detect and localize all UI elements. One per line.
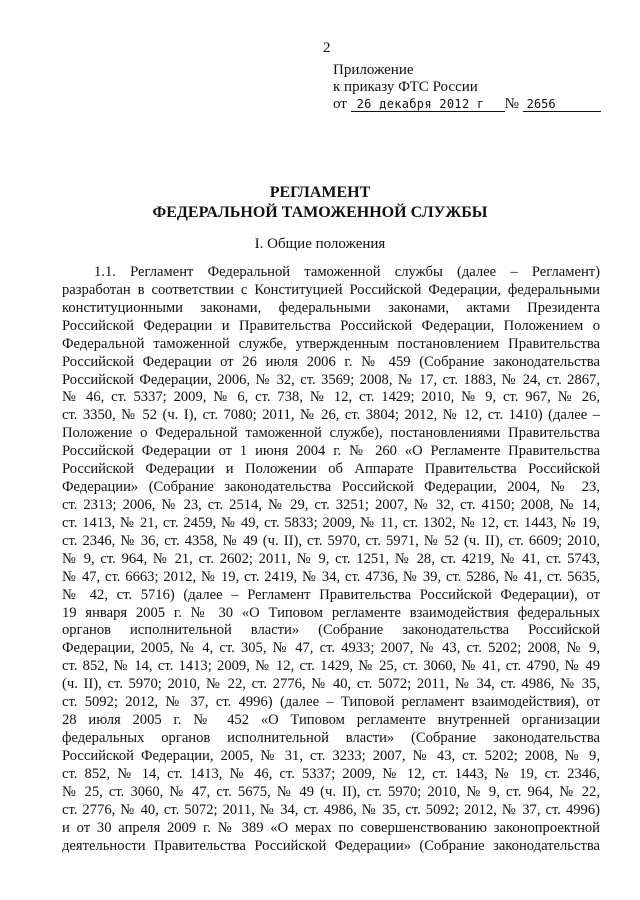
appendix-block xyxy=(333,62,603,113)
text-line: ст. 5092; 2012, № 37, ст. 4996) (далее – Типовой регламент взаимодействия), от xyxy=(62,694,600,711)
text-line: Российской Федерации от 1 июня 2004 г. № 260 «О Регламенте Правительства xyxy=(62,443,600,460)
text-line: № 46, ст. 5337; 2009, № 6, ст. 738, № 12, ст. 1429; 2010, № 9, ст. 967, № 26, xyxy=(62,389,600,406)
page-number: 2 xyxy=(323,40,331,56)
order-date: 26 декабря 2012 г xyxy=(351,97,505,112)
title-line-2: ФЕДЕРАЛЬНОЙ ТАМОЖЕННОЙ СЛУЖБЫ xyxy=(152,204,488,221)
text-line: № 25, ст. 3060, № 47, ст. 5675, № 49 (ч. II), ст. 5970; 2010, № 9, ст. 964, № 22, xyxy=(62,783,600,800)
text-line: Российской Федерации от 26 июля 2006 г. № 459 (Собрание законодательства xyxy=(62,353,600,370)
text-line: ст. 2776, № 40, ст. 5072; 2011, № 34, ст. 4986, № 35, ст. 5092; 2012, № 37, ст. 4996) xyxy=(62,801,600,818)
text-line: № 9, ст. 964, № 21, ст. 2602; 2011, № 9, ст. 1251, № 28, ст. 4219, № 41, ст. 5743, xyxy=(62,550,600,567)
order-number: 2656 xyxy=(523,97,601,112)
text-line: ст. 2313; 2006, № 23, ст. 2514, № 29, ст. 3251; 2007, № 32, ст. 4150; 2008, № 14, xyxy=(62,496,600,513)
text-line: Федеральной таможенной службе, утвержденным постановлением Правительства xyxy=(62,335,600,352)
text-line: ст. 3350, № 52 (ч. I), ст. 7080; 2011, № 26, ст. 3804; 2012, № 12, ст. 1410) (далее – xyxy=(62,407,600,424)
text-line: деятельности Правительства Российской Федерации» (Собрание законодательства xyxy=(62,837,600,854)
text-line: (ч. II), ст. 5970; 2010, № 22, ст. 2776, № 40, ст. 5072; 2011, № 34, ст. 4986, № 35, xyxy=(62,676,600,693)
text-line: ст. 852, № 14, ст. 1413, № 46, ст. 5337; 2009, № 12, ст. 1443, № 19, ст. 2346, xyxy=(62,765,600,782)
text-line: № 42, ст. 5716) (далее – Регламент Правительства Российской Федерации), от xyxy=(62,586,600,603)
text-line: Федерации» (Собрание законодательства Российской Федерации, 2004, № 23, xyxy=(62,479,600,496)
appendix-label: Приложение xyxy=(333,62,414,78)
title-line-1: РЕГЛАМЕНТ xyxy=(269,184,371,201)
body-paragraph xyxy=(62,264,600,855)
text-line: федеральных органов исполнительной власти» (Собрание законодательства xyxy=(62,729,600,746)
text-line: № 47, ст. 6663; 2012, № 19, ст. 2419, № 34, ст. 4736, № 39, ст. 5286, № 41, ст. 5635, xyxy=(62,568,600,585)
text-line: 19 января 2005 г. № 30 «О Типовом регламенте взаимодействия федеральных xyxy=(62,604,600,621)
appendix-date-line xyxy=(333,96,603,113)
text-line: Российской Федерации, 2006, № 32, ст. 3569; 2008, № 17, ст. 1883, № 24, ст. 2867, xyxy=(62,371,600,388)
text-line: ст. 852, № 14, ст. 1413; 2009, № 12, ст. 1429, № 25, ст. 3060, № 41, ст. 4790, № 49 xyxy=(62,658,600,675)
text-line: ст. 2346, № 36, ст. 4358, № 49 (ч. II), ст. 5970, ст. 5971, № 52 (ч. II), ст. 6609; 2010, xyxy=(62,532,600,549)
document-title xyxy=(0,183,640,223)
section-heading: I. Общие положения xyxy=(254,236,386,252)
text-line: ст. 1413, № 21, ст. 2459, № 49, ст. 5833; 2009, № 11, ст. 1302, № 12, ст. 1443, № 19, xyxy=(62,514,600,531)
appendix-order-reference: к приказу ФТС России xyxy=(333,79,478,95)
text-line: 1.1. Регламент Федеральной таможенной службы (далее – Регламент) xyxy=(94,264,600,280)
text-line: Российской Федерации, 2005, № 31, ст. 3233; 2007, № 43, ст. 5202; 2008, № 9, xyxy=(62,747,600,764)
text-line: и от 30 апреля 2009 г. № 389 «О мерах по совершенствованию законопроектной xyxy=(62,819,600,836)
text-line: разработан в соответствии с Конституцией Российской Федерации, федеральными xyxy=(62,281,600,298)
text-line: Положение о Федеральной таможенной службе), постановлениями Правительства xyxy=(62,425,600,442)
text-line: Федерации, 2005, № 4, ст. 305, № 47, ст. 4933; 2007, № 43, ст. 5202; 2008, № 9, xyxy=(62,640,600,657)
text-line: 28 июля 2005 г. № 452 «О Типовом регламенте внутренней организации xyxy=(62,712,600,729)
text-line: органов исполнительной власти» (Собрание законодательства Российской xyxy=(62,622,600,639)
text-line: Российской Федерации и Положении об Аппарате Правительства Российской xyxy=(62,461,600,478)
text-line: конституционными законами, федеральными законами, актами Президента xyxy=(62,299,600,316)
order-number-label: № xyxy=(504,96,519,112)
text-line: Российской Федерации и Правительства Российской Федерации, Положением о xyxy=(62,317,600,334)
date-from-label: от xyxy=(333,96,347,112)
